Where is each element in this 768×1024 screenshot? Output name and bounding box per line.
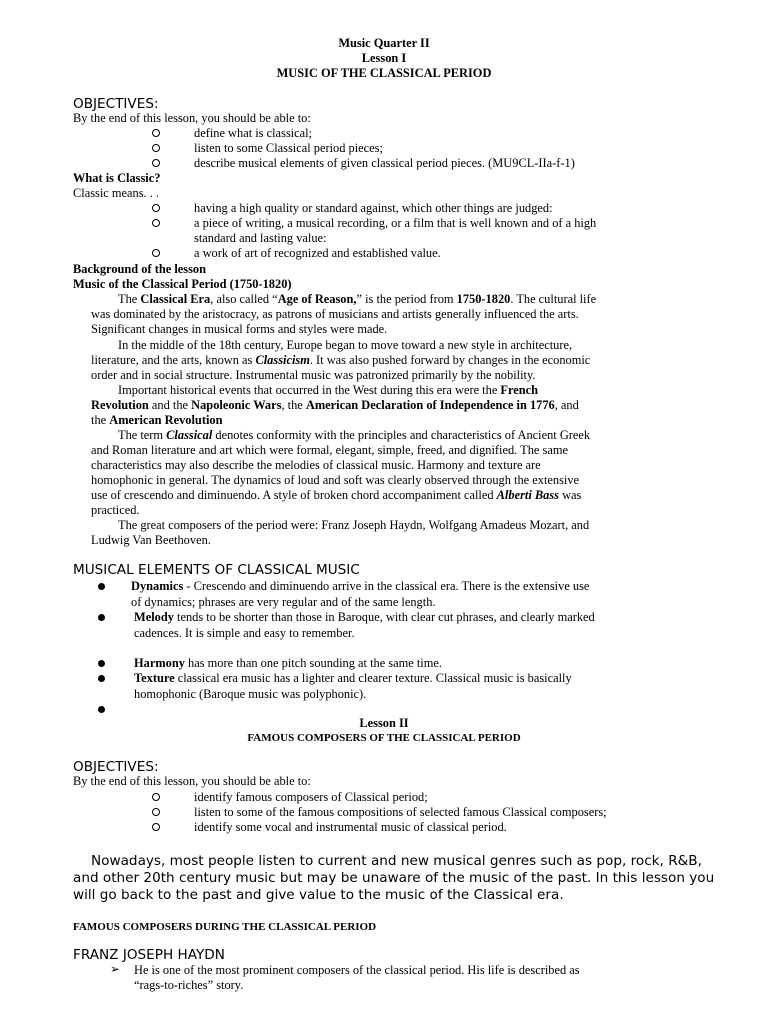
background-heading: Background of the lesson	[73, 262, 206, 276]
lesson-2-subtitle: FAMOUS COMPOSERS OF THE CLASSICAL PERIOD	[247, 732, 521, 744]
objectives-intro: By the end of this lesson, you should be able to:	[73, 111, 311, 125]
paragraph-4-line-3: characteristics may also describe the melodies of classical music. Harmony and texture are	[91, 458, 541, 472]
paragraph-4-line-1: The term Classical denotes conformity with the principles and characteristics of Ancient Greek	[118, 428, 591, 442]
composer-point-line-1: He is one of the most prominent composers of the classical period. His life is described as	[134, 963, 580, 977]
composer-point-line-2: “rags-to-riches” story.	[134, 978, 244, 992]
objectives-heading-2: OBJECTIVES:	[73, 759, 159, 775]
intro-line-3: will go back to the past and give value to the music of the Classical era.	[73, 887, 564, 903]
paragraph-2-line-3: order and in social structure. Instrumental music was patronized primarily by the nobility.	[91, 368, 536, 382]
paragraph-3-line-3: the American Revolution	[91, 413, 223, 427]
paragraph-4-line-2: and Roman literature and art which were formal, elegant, simple, freed, and dignified. The same	[91, 443, 568, 457]
objective-item: listen to some Classical period pieces;	[194, 141, 383, 155]
objective-item: describe musical elements of given classical period pieces. (MU9CL-IIa-f-1)	[194, 156, 575, 170]
composer-name: FRANZ JOSEPH HAYDN	[73, 947, 225, 963]
header-line-1: Music Quarter II	[338, 36, 430, 50]
element-texture-cont: homophonic (Baroque music was polyphonic).	[134, 687, 367, 701]
bullet-dot-icon	[98, 675, 105, 682]
objective-item-2: listen to some of the famous compositions of selected famous Classical composers;	[194, 805, 607, 819]
bullet-circle-icon	[152, 159, 160, 167]
bullet-circle-icon	[152, 219, 160, 227]
bullet-dot-icon	[98, 660, 105, 667]
paragraph-2-line-2: literature, and the arts, known as Classicism. It was also pushed forward by changes in the economic	[91, 353, 591, 367]
objective-item-2: identify famous composers of Classical period;	[194, 790, 428, 804]
intro-line-1: Nowadays, most people listen to current and new musical genres such as pop, rock, R&B,	[91, 853, 702, 869]
element-melody-cont: cadences. It is simple and easy to remember.	[134, 626, 355, 640]
paragraph-3-line-1: Important historical events that occurred in the West during this era were the French	[118, 383, 539, 397]
paragraph-2-line-1: In the middle of the 18th century, Europe began to move toward a new style in architecture,	[118, 338, 573, 352]
element-texture: Texture classical era music has a lighter and clearer texture. Classical music is basically	[134, 671, 572, 685]
bullet-circle-icon	[152, 249, 160, 257]
meaning-item: having a high quality or standard against, which other things are judged:	[194, 201, 553, 215]
composers-heading: FAMOUS COMPOSERS DURING THE CLASSICAL PERIOD	[73, 921, 377, 933]
page-title: MUSIC OF THE CLASSICAL PERIOD	[276, 66, 492, 80]
paragraph-5-line-1: The great composers of the period were: Franz Joseph Haydn, Wolfgang Amadeus Mozart, and	[118, 518, 590, 532]
element-melody: Melody tends to be shorter than those in Baroque, with clear cut phrases, and clearly marked	[134, 610, 595, 624]
paragraph-1-line-3: Significant changes in musical forms and styles were made.	[91, 322, 388, 336]
paragraph-4-line-4: homophonic in general. The dynamics of loud and soft was clearly observed through the extensive	[91, 473, 580, 487]
objective-item-2: identify some vocal and instrumental music of classical period.	[194, 820, 507, 834]
element-harmony: Harmony has more than one pitch sounding at the same time.	[134, 656, 442, 670]
paragraph-4-line-5: use of crescendo and diminuendo. A style of broken chord accompaniment called Alberti Bass was	[91, 488, 582, 502]
meaning-item: a piece of writing, a musical recording, or a film that is well known and of a high	[194, 216, 597, 230]
lesson-2-title: Lesson II	[359, 716, 409, 730]
bullet-dot-icon	[98, 614, 105, 621]
bullet-circle-icon	[152, 129, 160, 137]
classic-means-text: Classic means. . .	[73, 186, 160, 200]
arrow-bullet-icon: ➢	[110, 962, 121, 976]
bullet-circle-icon	[152, 144, 160, 152]
objectives-intro-2: By the end of this lesson, you should be able to:	[73, 774, 311, 788]
elements-heading: MUSICAL ELEMENTS OF CLASSICAL MUSIC	[73, 562, 360, 578]
bullet-circle-icon	[152, 823, 160, 831]
bullet-dot-icon	[98, 706, 105, 713]
paragraph-3-line-2: Revolution and the Napoleonic Wars, the American Declaration of Independence in 1776, and	[91, 398, 579, 412]
bullet-circle-icon	[152, 204, 160, 212]
meaning-item: a work of art of recognized and established value.	[194, 246, 441, 260]
period-heading: Music of the Classical Period (1750-1820)	[73, 277, 292, 291]
element-dynamics: Dynamics - Crescendo and diminuendo arrive in the classical era. There is the extensive use	[131, 579, 590, 593]
bullet-dot-icon	[98, 583, 105, 590]
paragraph-1-line-1: The Classical Era, also called “Age of Reason,” is the period from 1750-1820. The cultural life	[118, 292, 597, 306]
meaning-item-cont: standard and lasting value:	[194, 231, 327, 245]
bullet-circle-icon	[152, 793, 160, 801]
intro-line-2: and other 20th century music but may be unaware of the music of the past. In this lesson you	[73, 870, 715, 886]
bullet-circle-icon	[152, 808, 160, 816]
what-is-classic-heading: What is Classic?	[73, 171, 161, 185]
element-dynamics-cont: of dynamics; phrases are very regular and of the same length.	[131, 595, 436, 609]
objective-item: define what is classical;	[194, 126, 313, 140]
header-line-2: Lesson I	[361, 51, 407, 65]
paragraph-5-line-2: Ludwig Van Beethoven.	[91, 533, 211, 547]
paragraph-4-line-6: practiced.	[91, 503, 140, 517]
objectives-heading: OBJECTIVES:	[73, 96, 159, 112]
paragraph-1-line-2: was dominated by the aristocracy, as patrons of musicians and artists generally influenced the arts.	[91, 307, 579, 321]
